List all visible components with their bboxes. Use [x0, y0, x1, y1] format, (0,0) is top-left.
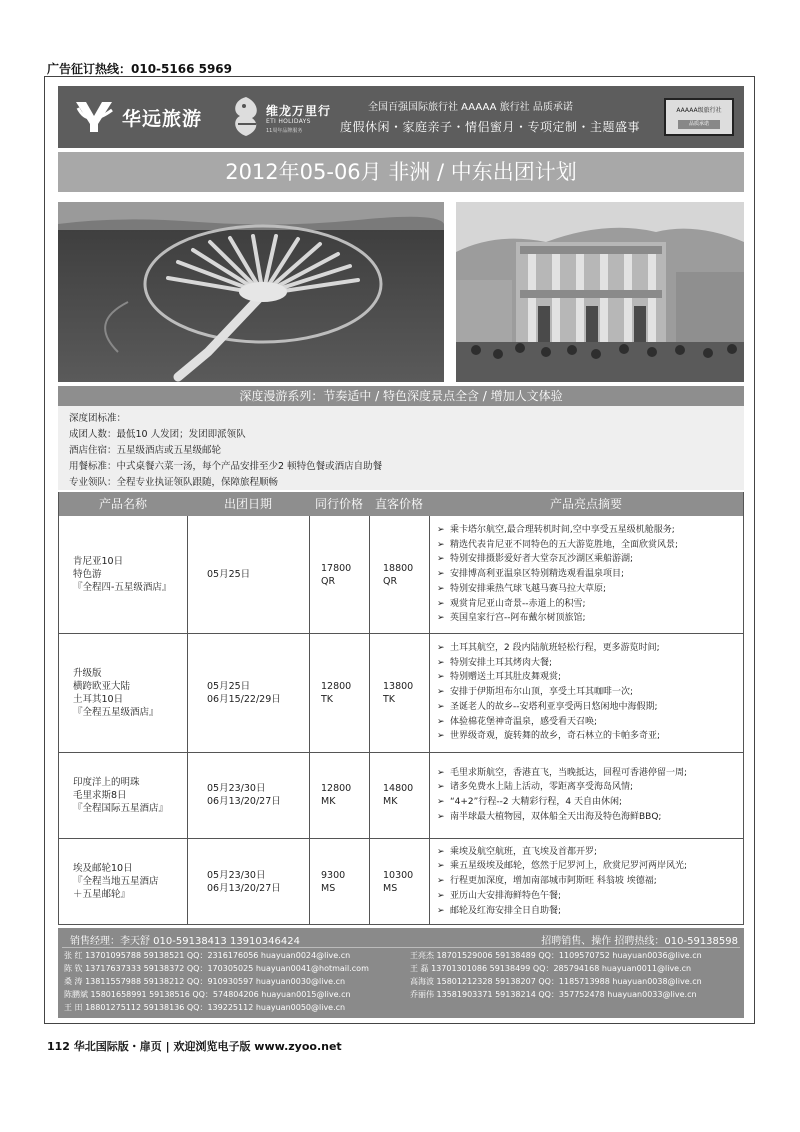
- header-banner: [58, 86, 744, 148]
- highlight-text: 土耳其航空，2 段内陆航班轻松行程，更多游览时间;: [450, 643, 660, 654]
- retail-price-line: 18800: [383, 562, 414, 574]
- retail-price: [383, 869, 429, 895]
- departure-dates: [207, 869, 307, 895]
- highlight-text: 毛里求斯航空，香港直飞，当晚抵达，回程可香港停留一周;: [450, 767, 688, 778]
- highlight-item: [437, 766, 687, 781]
- highlight-item: [437, 670, 561, 685]
- col-retail-price: 直客价格: [374, 497, 423, 511]
- sales-manager: 销售经理：李天舒 010-59138413 13910346424: [70, 936, 300, 947]
- product-name-line: 土耳其10日: [73, 693, 124, 705]
- arrow-bullet-icon: ➢: [437, 525, 445, 536]
- highlight-text: 乘埃及航空航班，直飞埃及首都开罗;: [450, 846, 598, 857]
- product-name: [73, 776, 185, 815]
- product-name-line: 『全程四-五星级酒店』: [73, 582, 172, 593]
- product-name-line: 『全程当地五星酒店: [73, 876, 159, 887]
- highlight-text: 安排于伊斯坦布尔山顶，享受土耳其咖啡一次;: [450, 687, 634, 698]
- product-name-line: 特色游: [73, 569, 102, 580]
- contact-row: 高海波 15801212328 59138207 QQ：1185713988 huayuan0038@live.cn: [410, 977, 702, 986]
- contact-row: 陈 钦 13717637333 59138372 QQ：170305025 huayuan0041@hotmail.com: [64, 964, 369, 973]
- highlight-item: [437, 567, 624, 582]
- trade-price-line: MS: [321, 882, 336, 894]
- highlight-text: 观赏肯尼亚山奇景--赤道上的积雪;: [450, 598, 586, 609]
- retail-price-line: TK: [383, 693, 396, 705]
- highlight-text: 特别安排乘热气球飞越马赛马拉大草原;: [450, 583, 607, 594]
- brand-name: 华远旅游: [122, 108, 203, 130]
- trade-price-line: 12800: [321, 783, 352, 794]
- highlight-item: [437, 874, 657, 889]
- product-name: [73, 555, 185, 594]
- standard-group-size: 成团人数：最低10 人发团；发团即派领队: [69, 429, 246, 440]
- highlight-text: 行程更加深度，增加南部城市阿斯旺 科翁坡 埃德福;: [450, 876, 657, 887]
- retail-price-line: 13800: [383, 680, 414, 692]
- series-banner: 深度漫游系列：节奏适中 / 特色深度景点全含 / 增加人文体验: [58, 386, 744, 406]
- quality-badge: [664, 98, 734, 136]
- departure-dates-line: 05月23/30日: [207, 869, 266, 881]
- standards-heading: 深度团标准：: [69, 413, 127, 424]
- contact-row: 桑 涛 13811557988 59138212 QQ：910930597 huayuan0030@live.cn: [64, 977, 346, 986]
- standard-meals: 用餐标准：中式桌餐六菜一汤，每个产品安排至少2 顿特色餐或酒店自助餐: [69, 461, 383, 472]
- hiring-notice: 招聘销售、操作 招聘热线：010-59138598: [541, 936, 738, 947]
- trade-price: [321, 782, 369, 808]
- dragon-icon: [226, 94, 266, 140]
- product-name-line: ＋五星邮轮』: [73, 889, 131, 900]
- highlight-text: 世界级奇观，旋转舞的故乡，奇石林立的卡帕多奇亚;: [450, 731, 661, 742]
- palm-island-photo: [58, 202, 444, 382]
- trade-price-line: QR: [321, 575, 336, 587]
- divider: [369, 516, 370, 925]
- arrow-bullet-icon: ➢: [437, 657, 445, 668]
- divider: [187, 516, 188, 925]
- contact-row: 陈鹏斌 15801658991 59138516 QQ：574804206 huayuan0015@live.cn: [64, 990, 351, 999]
- highlight-text: 圣诞老人的故乡--安塔利亚享受两日悠闲地中海假期;: [450, 701, 658, 712]
- product-name-line: 横跨欧亚大陆: [73, 680, 131, 692]
- standard-hotel: 酒店住宿：五星级酒店或五星级邮轮: [69, 445, 222, 456]
- standard-guide: 专业领队：全程专业执证领队跟随，保障旅程顺畅: [69, 477, 279, 488]
- highlight-item: [437, 611, 586, 626]
- product-name-line: 毛里求斯8日: [73, 789, 127, 801]
- arrow-bullet-icon: ➢: [437, 846, 445, 857]
- highlight-item: [437, 845, 597, 860]
- tour-table: [58, 492, 744, 925]
- highlight-text: 安排博高利亚温泉区特别精选观看温泉项目;: [450, 569, 625, 580]
- highlight-item: [437, 729, 660, 744]
- col-product-name: 产品名称: [98, 497, 147, 511]
- product-name-line: 『全程五星级酒店』: [73, 706, 159, 718]
- departure-dates-line: 06月13/20/27日: [207, 882, 281, 894]
- eti-chinese-name: 维龙万里行: [266, 104, 332, 118]
- trade-price: [321, 869, 369, 895]
- arrow-bullet-icon: ➢: [437, 876, 445, 887]
- tour-standards: [58, 406, 744, 490]
- arrow-bullet-icon: ➢: [437, 731, 445, 742]
- highlight-item: [437, 597, 586, 612]
- departure-dates-line: 05月25日: [207, 680, 251, 692]
- highlight-text: “4+2”行程--2 大精彩行程，4 天自由休闲;: [450, 797, 623, 807]
- page-title: 2012年05-06月 非洲 / 中东出团计划: [58, 152, 744, 192]
- trade-price-line: 9300: [321, 869, 346, 881]
- product-name-line: 『全程国际五星酒店』: [73, 802, 169, 814]
- contact-row: 王 磊 13701301086 59138499 QQ：285794168 huayuan0011@live.cn: [410, 964, 692, 973]
- highlight-item: [437, 656, 552, 671]
- trade-price: [321, 680, 369, 706]
- retail-price-line: 14800: [383, 783, 414, 794]
- product-name: [73, 667, 185, 719]
- arrow-bullet-icon: ➢: [437, 569, 445, 580]
- divider: [309, 516, 310, 925]
- highlight-item: [437, 641, 660, 656]
- highlight-item: [437, 859, 687, 874]
- highlight-text: 邮轮及红海安排全日自助餐;: [450, 905, 562, 916]
- huayuan-logo-icon: [74, 98, 118, 134]
- product-name-line: 肯尼亚10日: [73, 556, 124, 567]
- highlight-text: 体验棉花堡神奇温泉，感受看天召唤;: [450, 716, 598, 727]
- contact-footer: [58, 928, 744, 1018]
- page-footer: 112 华北国际版・扉页 | 欢迎浏览电子版 www.zyoo.net: [47, 1040, 342, 1053]
- highlight-item: [437, 715, 597, 730]
- highlight-text: 诸多免费水上陆上活动，零距离享受海岛风情;: [450, 782, 634, 793]
- ephesus-library-photo: [456, 202, 744, 382]
- departure-dates: [207, 568, 307, 581]
- retail-price-line: 10300: [383, 869, 414, 881]
- retail-price-line: MK: [383, 796, 398, 807]
- contact-row: 乔丽伟 13581903371 59138214 QQ：357752478 huayuan0033@live.cn: [410, 990, 697, 999]
- eti-english-name: ETI HOLIDAYS: [266, 118, 311, 125]
- table-header: [59, 492, 743, 516]
- highlight-text: 特别安排摄影爱好者大堂奈瓦沙湖区乘船游湖;: [450, 554, 634, 565]
- retail-price-line: QR: [383, 575, 398, 587]
- arrow-bullet-icon: ➢: [437, 861, 445, 872]
- product-name-line: 印度洋上的明珠: [73, 776, 140, 788]
- trade-price-line: 17800: [321, 562, 352, 574]
- trade-price-line: 12800: [321, 680, 352, 692]
- departure-dates-line: 06月13/20/27日: [207, 796, 281, 807]
- arrow-bullet-icon: ➢: [437, 539, 445, 550]
- departure-dates-line: 05月23/30日: [207, 783, 266, 794]
- departure-dates-line: 05月25日: [207, 569, 251, 580]
- trade-price-line: MK: [321, 796, 336, 807]
- highlight-item: [437, 685, 633, 700]
- highlight-item: [437, 904, 561, 919]
- arrow-bullet-icon: ➢: [437, 701, 445, 712]
- arrow-bullet-icon: ➢: [437, 797, 445, 807]
- highlight-text: 英国皇家行宫--阿布戴尔树顶旅馆;: [450, 613, 586, 624]
- contact-row: 王 田 18801275112 59138136 QQ：139225112 huayuan0050@live.cn: [64, 1003, 346, 1012]
- arrow-bullet-icon: ➢: [437, 672, 445, 683]
- highlight-item: [437, 700, 658, 715]
- arrow-bullet-icon: ➢: [437, 598, 445, 609]
- arrow-bullet-icon: ➢: [437, 554, 445, 565]
- highlight-text: 乘卡塔尔航空,最合理转机时间,空中享受五星级机舱服务;: [450, 525, 675, 536]
- arrow-bullet-icon: ➢: [437, 613, 445, 624]
- retail-price: [383, 562, 429, 588]
- arrow-bullet-icon: ➢: [437, 890, 445, 901]
- departure-dates: [207, 782, 307, 808]
- badge-subtitle: 品质承诺: [678, 120, 720, 129]
- divider: [429, 516, 430, 925]
- highlight-text: 亚历山大安排海鲜特色午餐;: [450, 890, 562, 901]
- retail-price: [383, 680, 429, 706]
- retail-price: [383, 782, 429, 808]
- highlight-item: [437, 552, 633, 567]
- highlight-text: 特别赠送土耳其肚皮舞观赏;: [450, 672, 562, 683]
- divider: [59, 633, 743, 634]
- highlight-item: [437, 810, 661, 825]
- badge-title: AAAAA级旅行社: [676, 107, 722, 114]
- product-name-line: 升级版: [73, 667, 102, 679]
- eti-logo: [226, 94, 336, 140]
- arrow-bullet-icon: ➢: [437, 716, 445, 727]
- arrow-bullet-icon: ➢: [437, 643, 445, 654]
- contact-row: 张 红 13701095788 59138521 QQ：2316176056 huayuan0024@live.cn: [64, 951, 351, 960]
- arrow-bullet-icon: ➢: [437, 687, 445, 698]
- highlight-text: 特别安排土耳其烤肉大餐;: [450, 657, 553, 668]
- divider: [59, 752, 743, 753]
- arrow-bullet-icon: ➢: [437, 767, 445, 778]
- highlight-text: 南半球最大植物园，双体船全天出海及特色海鲜BBQ;: [450, 811, 662, 822]
- product-name: [73, 862, 185, 901]
- divider: [62, 947, 740, 948]
- highlight-item: [437, 582, 606, 597]
- highlight-text: 乘五星级埃及邮轮，悠然于尼罗河上，欣赏尼罗河两岸风光;: [450, 861, 688, 872]
- services-tagline: 度假休闲・家庭亲子・情侣蜜月・专项定制・主题盛事: [340, 120, 641, 134]
- col-trade-price: 同行价格: [314, 497, 363, 511]
- departure-dates: [207, 680, 307, 706]
- highlight-item: [437, 889, 561, 904]
- arrow-bullet-icon: ➢: [437, 583, 445, 594]
- arrow-bullet-icon: ➢: [437, 905, 445, 916]
- highlight-item: [437, 538, 678, 553]
- highlight-item: [437, 780, 633, 795]
- credentials-tagline: 全国百强国际旅行社 AAAAA 旅行社 品质承诺: [368, 102, 573, 113]
- highlight-item: [437, 795, 622, 810]
- arrow-bullet-icon: ➢: [437, 782, 445, 793]
- departure-dates-line: 06月15/22/29日: [207, 693, 281, 705]
- trade-price: [321, 562, 369, 588]
- trade-price-line: TK: [321, 693, 334, 705]
- eti-tagline: 11周年品牌服务: [266, 128, 303, 134]
- highlight-text: 精选代表肯尼亚不同特色的五大游览胜地，全面欣赏风景;: [450, 539, 679, 550]
- ad-hotline: 广告征订热线：010-5166 5969: [47, 62, 233, 76]
- col-departure-date: 出团日期: [223, 497, 272, 511]
- highlight-item: [437, 523, 675, 538]
- col-highlights: 产品亮点摘要: [549, 497, 622, 511]
- divider: [59, 838, 743, 839]
- contact-row: 王亮杰 18701529006 59138489 QQ：1109570752 huayuan0036@live.cn: [410, 951, 702, 960]
- arrow-bullet-icon: ➢: [437, 811, 445, 822]
- product-name-line: 埃及邮轮10日: [73, 863, 133, 874]
- retail-price-line: MS: [383, 882, 398, 894]
